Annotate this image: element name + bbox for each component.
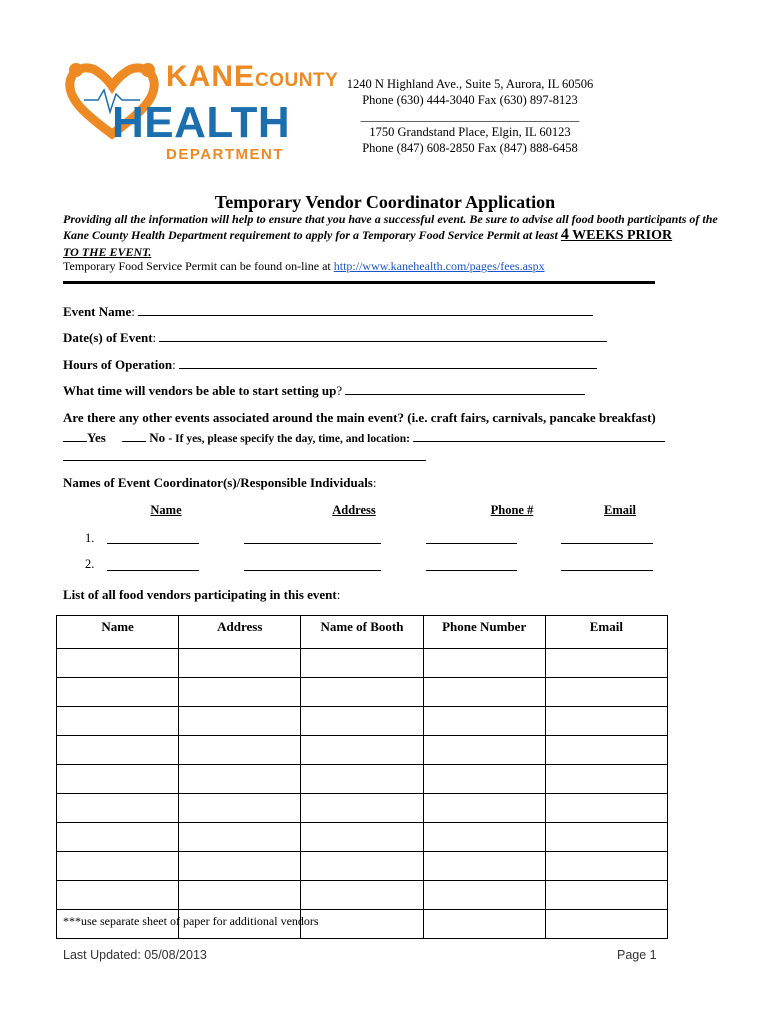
- table-cell[interactable]: [57, 678, 179, 707]
- vendors-heading: List of all food vendors participating in this event:: [63, 587, 341, 602]
- table-cell[interactable]: [57, 881, 179, 910]
- coord-row-number: 1.: [85, 531, 95, 545]
- table-cell[interactable]: [545, 736, 667, 765]
- table-cell[interactable]: [545, 794, 667, 823]
- address-separator: ___________________________________: [360, 109, 580, 123]
- coord-2-phone-field[interactable]: [426, 570, 517, 571]
- table-cell[interactable]: [57, 736, 179, 765]
- coord-col-address: Address: [332, 503, 376, 517]
- vendor-col-address: Address: [179, 616, 301, 649]
- coord-2-address-field[interactable]: [244, 570, 381, 571]
- last-updated: Last Updated: 05/08/2013: [63, 948, 207, 962]
- coord-1-phone-field[interactable]: [426, 543, 517, 544]
- table-cell[interactable]: [57, 852, 179, 881]
- logo-health-text: HEALTH: [112, 98, 291, 147]
- table-cell[interactable]: [423, 910, 545, 939]
- table-cell[interactable]: [179, 765, 301, 794]
- section-divider: [63, 281, 655, 284]
- vendors-table: [56, 615, 668, 939]
- table-cell[interactable]: [301, 881, 423, 910]
- table-cell[interactable]: [301, 649, 423, 678]
- table-cell[interactable]: [545, 881, 667, 910]
- table-cell[interactable]: [179, 707, 301, 736]
- vendors-table-body: [57, 649, 668, 939]
- event-name-field[interactable]: Event Name:: [63, 304, 593, 320]
- other-events-answer[interactable]: Yes No - If yes, please specify the day, time, and location:: [63, 430, 665, 446]
- table-row: [57, 823, 668, 852]
- setup-time-field[interactable]: What time will vendors be able to start setting up?: [63, 383, 585, 399]
- table-cell[interactable]: [545, 852, 667, 881]
- table-cell[interactable]: [545, 649, 667, 678]
- address-line-aurora: 1240 N Highland Ave., Suite 5, Aurora, IL 60506: [346, 77, 594, 91]
- coord-row-number: 2.: [85, 557, 95, 571]
- table-cell[interactable]: [545, 765, 667, 794]
- vendor-col-booth: Name of Booth: [301, 616, 423, 649]
- coord-1-email-field[interactable]: [561, 543, 653, 544]
- table-cell[interactable]: [57, 707, 179, 736]
- phone-line-elgin: Phone (847) 608-2850 Fax (847) 888-6458: [362, 141, 578, 155]
- address-line-elgin: 1750 Grandstand Place, Elgin, IL 60123: [369, 125, 571, 139]
- table-cell[interactable]: [423, 678, 545, 707]
- table-cell[interactable]: [301, 794, 423, 823]
- table-cell[interactable]: [301, 707, 423, 736]
- coord-col-phone: Phone #: [490, 503, 534, 517]
- table-cell[interactable]: [301, 765, 423, 794]
- yes-option[interactable]: Yes: [87, 430, 106, 445]
- table-cell[interactable]: [301, 678, 423, 707]
- table-row: [57, 765, 668, 794]
- fees-link[interactable]: http://www.kanehealth.com/pages/fees.aspx: [333, 259, 545, 273]
- hours-of-operation-field[interactable]: Hours of Operation:: [63, 357, 597, 373]
- coord-1-address-field[interactable]: [244, 543, 381, 544]
- weeks-emphasis: 4 WEEKS PRIOR: [560, 226, 673, 243]
- vendor-col-email: Email: [545, 616, 667, 649]
- address-block: [300, 76, 640, 156]
- table-cell[interactable]: [423, 765, 545, 794]
- table-cell[interactable]: [301, 910, 423, 939]
- table-cell[interactable]: [423, 794, 545, 823]
- table-cell[interactable]: [423, 881, 545, 910]
- vendor-col-phone: Phone Number: [423, 616, 545, 649]
- table-row: [57, 649, 668, 678]
- table-cell[interactable]: [179, 678, 301, 707]
- vendor-col-name: Name: [57, 616, 179, 649]
- other-events-question: Are there any other events associated around the main event? (i.e. craft fairs, carnivals, pancake breakfast): [63, 410, 656, 425]
- coordinators-heading: Names of Event Coordinator(s)/Responsible Individuals:: [63, 475, 377, 490]
- logo-department-text: DEPARTMENT: [166, 146, 285, 163]
- table-cell[interactable]: [179, 794, 301, 823]
- table-cell[interactable]: [423, 823, 545, 852]
- table-cell[interactable]: [545, 910, 667, 939]
- table-cell[interactable]: [57, 649, 179, 678]
- table-cell[interactable]: [57, 765, 179, 794]
- table-row: [57, 881, 668, 910]
- table-row: [57, 678, 668, 707]
- table-row: [57, 707, 668, 736]
- table-cell[interactable]: [179, 736, 301, 765]
- coord-col-name: Name: [150, 503, 182, 517]
- page-title: Temporary Vendor Coordinator Application: [214, 192, 556, 212]
- additional-vendors-note: ***use separate sheet of paper for additional vendors: [63, 914, 319, 928]
- table-cell[interactable]: [179, 881, 301, 910]
- table-cell[interactable]: [179, 852, 301, 881]
- phone-line-aurora: Phone (630) 444-3040 Fax (630) 897-8123: [362, 93, 578, 107]
- table-row: [57, 736, 668, 765]
- table-cell[interactable]: [301, 823, 423, 852]
- page-number: Page 1: [617, 948, 657, 962]
- location-continuation-line[interactable]: [63, 460, 426, 461]
- coord-1-name-field[interactable]: [107, 543, 199, 544]
- table-cell[interactable]: [545, 823, 667, 852]
- vendors-header-row: [57, 616, 668, 649]
- permit-info: Temporary Food Service Permit can be found on-line at http://www.kanehealth.com/pages/fees.aspx: [63, 259, 545, 273]
- table-cell[interactable]: [57, 794, 179, 823]
- table-cell[interactable]: [179, 823, 301, 852]
- table-cell[interactable]: [545, 707, 667, 736]
- table-cell[interactable]: [179, 649, 301, 678]
- table-row: [57, 794, 668, 823]
- coord-2-name-field[interactable]: [107, 570, 199, 571]
- table-cell[interactable]: [423, 649, 545, 678]
- table-cell[interactable]: [301, 852, 423, 881]
- table-cell[interactable]: [301, 736, 423, 765]
- no-option[interactable]: No: [149, 430, 166, 445]
- table-cell[interactable]: [423, 852, 545, 881]
- coord-col-email: Email: [604, 503, 636, 517]
- intro-paragraph: Providing all the information will help to ensure that you have a successful event. Be sure to advise all food booth participants of the Kane County Health Department requirement to apply for a Temporary Food Service Permit at least 4 WEEKS PRIOR TO THE EVENT.: [63, 212, 718, 259]
- kane-county-health-logo: [62, 60, 339, 170]
- event-dates-field[interactable]: Date(s) of Event:: [63, 330, 607, 346]
- table-cell[interactable]: [57, 823, 179, 852]
- table-cell[interactable]: [545, 678, 667, 707]
- table-row: [57, 852, 668, 881]
- logo-kane-text: KANECOUNTY: [166, 60, 339, 93]
- coord-2-email-field[interactable]: [561, 570, 653, 571]
- table-cell[interactable]: [423, 736, 545, 765]
- table-cell[interactable]: [423, 707, 545, 736]
